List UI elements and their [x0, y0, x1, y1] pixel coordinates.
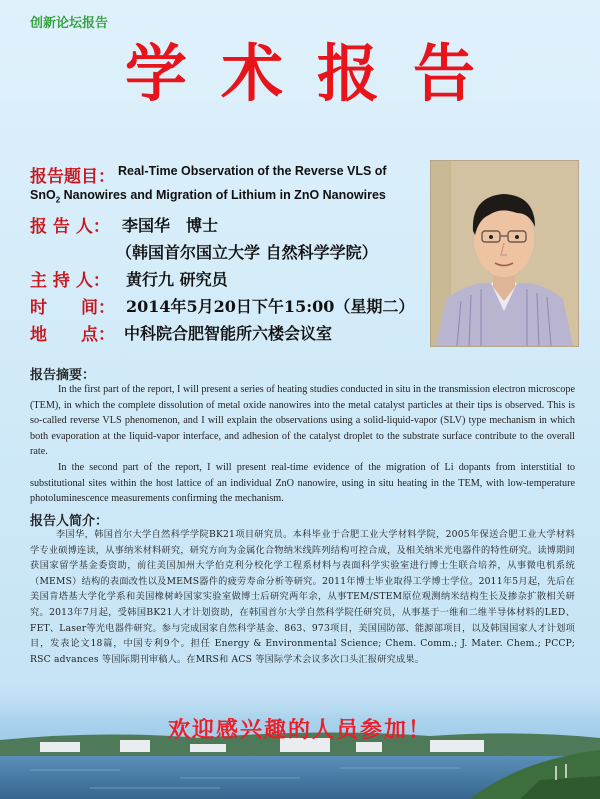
speaker-photo [430, 160, 579, 347]
abstract-title: 报告摘要： [30, 368, 96, 383]
forum-label: 创新论坛报告 [30, 16, 109, 31]
place-value: 中科院合肥智能所六楼会议室 [124, 324, 333, 343]
host-label: 主 持 人： [30, 271, 110, 291]
abstract-para-2: In the second part of the report, I will present real-time evidence of the migration of Li dopants from interstitial to substitutional sites within the host lattice of an individual ZnO nanowire, using in situ heating in the TEM, with low-temperature photoluminescence measurements confirming the mechanism. [30, 462, 575, 505]
speaker-value: 李国华 博士 [122, 216, 219, 235]
bio-text: 李国华，韩国首尔大学自然科学学院BK21项目研究员。本科毕业于合肥工业大学材料学院，2005年保送合肥工业大学材料学专业硕博连读，从事纳米材料研究，研究方向为金属化合物纳米线阵列结构可控合成，及相关纳米光电器件的特性研究。读博期间获国家留学基金委资助，前往美国加州大学伯克利分校化学工程系材料与表面科学实验室进行博士生联合培养，从事微电机系统（MEMS）结构的表面改性以及MEMS器件的疲劳寿命分析等研究。2011年博士毕业取得工学博士学位。2011年5月起，先后在美国肯塔基大学化学系和美国橡树岭国家实验室做博士后研究两年余，从事TEM/STEM原位观测纳米结构生长及掺杂扩散相关研究。2013年7月起，受韩国BK21人才计划资助，在韩国首尔大学自然科学院任研究员，从事基于一维和二维半导体材料的LED、FET、Laser等光电器件研究。参与完成国家自然科学基金、863、973项目，美国国防部、能源部项目，以及韩国国家人才计划项目，发表论文18篇，中国专利9个。担任 Energy & Environmental Science; Chem. Comm.; J. Mater. Chem.; PCCP; RSC advances 等国际期刊审稿人。在MRS和 ACS 等国际学术会议多次口头汇报研究成果。 [30, 529, 575, 665]
speaker-label: 报 告 人： [30, 217, 110, 237]
main-title: 学术报告 [124, 37, 509, 110]
topic-line-2-sub: 2 [55, 195, 61, 205]
time-label: 时 间： [30, 298, 115, 318]
abstract-para-1: In the first part of the report, I will present a series of heating studies conducted in situ in the transmission electron microscope (TEM), in which the complete dissolution of metal oxide nanowires into the metal catalyst particles at their tips is observed. This is so-called reverse VLS phenomenon, and I will explain the observations using a solid-liquid-vapor (SLV) type mechanism in which both evaporation at the liquid-vapor interface, and adhesion of the catalyst droplet to the substrate surface contribute to the overall rate. [30, 384, 575, 458]
speaker-affiliation: （韩国首尔国立大学 自然科学学院） [116, 243, 378, 262]
topic-line-2-b: Nanowires and Migration of Lithium in ZnO Nanowires [60, 188, 386, 202]
topic-line-2 [30, 188, 386, 205]
host-value: 黄行九 研究员 [126, 270, 228, 289]
topic-line-1: Real-Time Observation of the Reverse VLS of [118, 164, 387, 178]
topic-label: 报告题目： [30, 167, 115, 187]
topic-line-2-a: SnO [30, 188, 56, 202]
speaker-portrait-image [431, 161, 578, 346]
bio-title: 报告人简介： [30, 514, 109, 529]
place-label: 地 点： [30, 325, 115, 345]
welcome-banner: 欢迎感兴趣的人员参加！ [167, 718, 432, 743]
time-value: 2014年5月20日下午15:00（星期二） [126, 297, 415, 316]
